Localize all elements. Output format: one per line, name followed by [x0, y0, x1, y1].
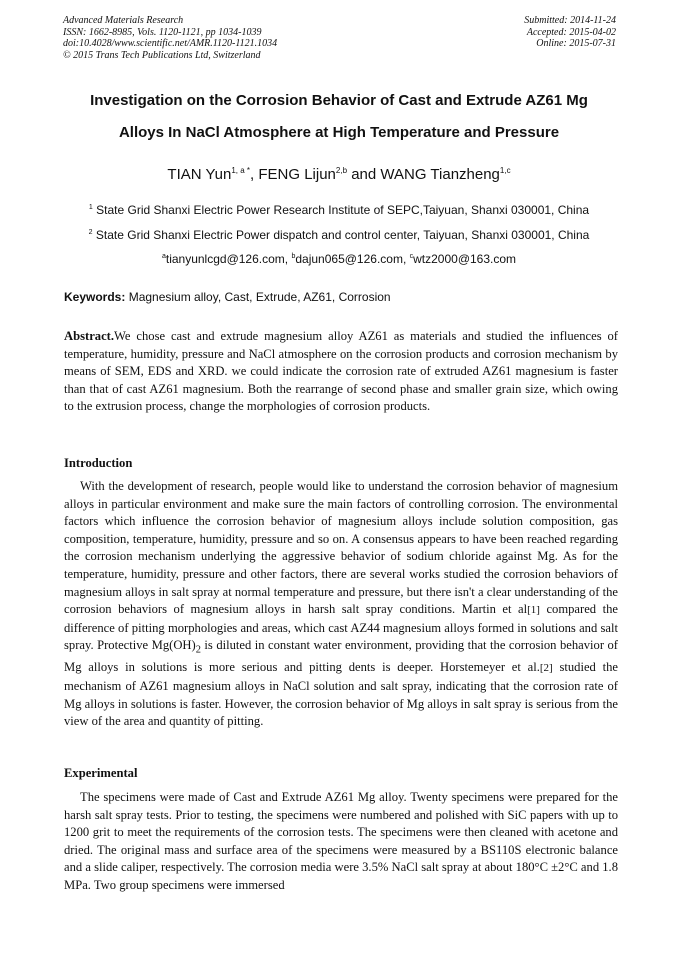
affiliation-1: $^1$ State Grid Shanxi Electric Power Research Institute of SEPC,Taiyuan, Shanxi 030001, China — [88, 203, 590, 217]
email-a: tianyunlcgd@126.com, — [165, 252, 292, 266]
paper-title — [40, 92, 638, 156]
author-3: WANG Tianzheng — [380, 166, 500, 183]
section-heading-experimental: Experimental — [64, 766, 138, 780]
affiliation-2: $^2$ State Grid Shanxi Electric Power dispatch and control center, Taiyuan, Shanxi 030001, China — [88, 228, 590, 242]
section-heading-introduction: Introduction — [64, 456, 133, 470]
author-1: TIAN Yun — [167, 166, 232, 183]
citation-1: [1] — [527, 604, 540, 617]
title-line-2: Alloys In NaCl Atmosphere at High Temperature and Pressure — [118, 124, 560, 141]
author-1-affil: 1, a * — [231, 166, 251, 175]
doi-line: doi:10.4028/www.scientific.net/AMR.1120-1121.1034 — [63, 38, 278, 49]
author-list — [0, 166, 678, 183]
submitted-date: Submitted: 2014-11-24 — [524, 15, 616, 26]
copyright-line: © 2015 Trans Tech Publications Ltd, Switzerland — [63, 49, 261, 61]
issn-line: ISSN: 1662-8985, Vols. 1120-1121, pp 1034-1039 — [63, 26, 262, 38]
dates-header — [524, 15, 616, 50]
experimental-paragraph: The specimens were made of Cast and Extrude AZ61 Mg alloy. Twenty specimens were prepared for the harsh salt spray tests. Prior to testing, the specimens were numbered and polished with SiC papers with up to 1200 grit to meet the requirements of the corrosion tests. The specimens were then cleaned with acetone and dried. The original mass and surface area of the specimens were measured by a BS110S electronic balance and a slide caliper, respectively. The corrosion media were 3.5% NaCl salt spray at about 180°C ±2°C and 1.8 MPa. Two group specimens were immersed — [64, 790, 619, 892]
keywords-label: Keywords: — [64, 290, 126, 304]
author-separator: and — [347, 166, 381, 183]
author-3-affil: 1,c — [499, 166, 511, 175]
email-list: $^a$tianyunlcgd@126.com, $^b$dajun065@126.com, $^c$wtz2000@163.com — [161, 252, 517, 266]
title-line-1: Investigation on the Corrosion Behavior of Cast and Extrude AZ61 Mg — [90, 92, 588, 109]
author-2-affil: 2,b — [335, 166, 348, 175]
journal-name: Advanced Materials Research — [63, 15, 184, 26]
introduction-paragraph: With the development of research, people would like to understand the corrosion behavior of magnesium alloys in particular environment and make sure the main factors of controlling corrosion. The environmental factors which influence the corrosion behavior of magnesium alloys include solution composition, gas composition, temperature, humidity, pressure and so on. A consensus appears to have been reached regarding the corrosion mechanism underlying the aggressive behavior of sodium chloride against Mg. As for the temperature, humidity, pressure and other factors, there are several works studied the corrosion behaviors of magnesium alloys in salt spray at normal temperature and pressure, but there isn't a clear understanding of the corrosion behaviors of magnesium alloys in harsh salt spray conditions. Martin et al[1] compared the difference of pitting morphologies and areas, which cast AZ44 magnesium alloys formed in solutions and salt spray. Protective $Mg(OH)_2$ is diluted in constant water environment, providing that the corrosion behavior of Mg alloys in solutions is more serious and pitting dents is deeper. Horstemeyer et al.[2] studied the mechanism of AZ61 magnesium alloys in NaCl solution and salt spray, indicating that the corrosion rate of Mg alloys in solutions is faster. However, the corrosion behavior of Mg alloys in salt spray is serious from the view of the area and quantity of pitting. — [64, 479, 619, 729]
keywords — [64, 290, 618, 304]
email-c: wtz2000@163.com — [413, 252, 517, 266]
author-separator: , — [250, 166, 259, 183]
accepted-date: Accepted: 2015-04-02 — [526, 26, 616, 38]
online-date: Online: 2015-07-31 — [536, 38, 616, 49]
journal-header — [63, 15, 277, 61]
abstract-text: We chose cast and extrude magnesium alloy AZ61 as materials and studied the influences of temperature, humidity, pressure and NaCl atmosphere on the corrosion products and corrosion mechanism by means of SEM, EDS and XRD. we could indicate the corrosion rate of extruded AZ61 magnesium is faster than that of cast AZ61 magnesium. Both the rearrange of second phase and smaller grain size, which owing to the extrusion process, change the morphologies of corrosion products. — [64, 329, 618, 414]
author-2: FENG Lijun — [258, 166, 336, 183]
keywords-text: Magnesium alloy, Cast, Extrude, AZ61, Corrosion — [125, 290, 391, 304]
email-b: dajun065@126.com, — [295, 252, 410, 266]
abstract — [64, 328, 618, 416]
citation-2: [2] — [539, 662, 553, 675]
abstract-label: Abstract. — [64, 329, 115, 343]
